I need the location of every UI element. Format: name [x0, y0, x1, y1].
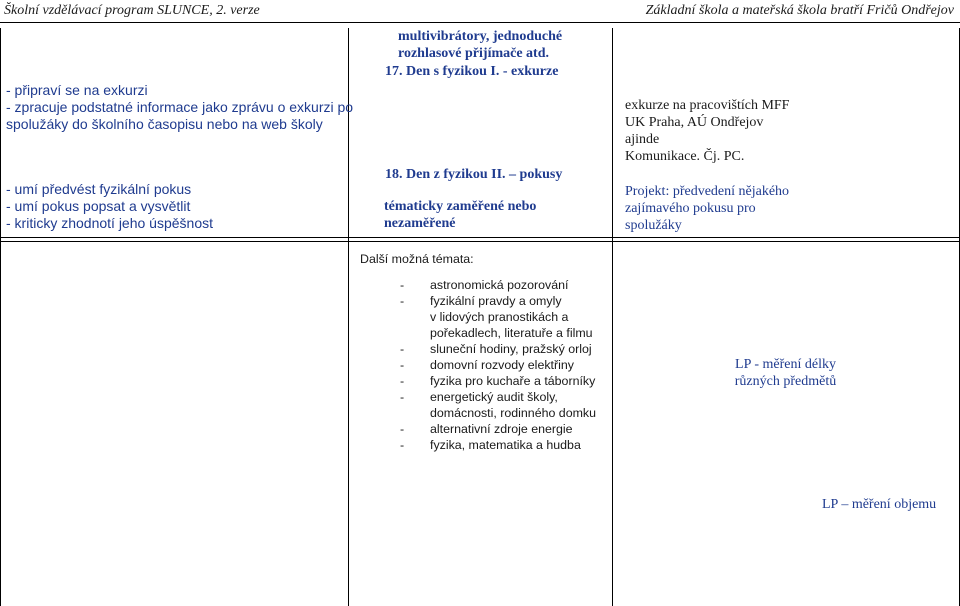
topic-text-line-2: rozhlasové přijímače atd.: [398, 46, 549, 61]
excursion-place-line-3: ajinde: [625, 132, 660, 147]
lab-volume: LP – měření objemu: [822, 497, 937, 512]
project-line-2: zajímavého pokusu pro: [625, 201, 756, 216]
list-item: - astronomická pozorování: [400, 278, 569, 292]
header-school-name: Základní škola a mateřská škola bratří Fričů Ondřejov: [645, 3, 954, 18]
topic-18-title: 18. Den z fyzikou II. – pokusy: [385, 167, 563, 182]
list-item: - sluneční hodiny, pražský orloj: [400, 342, 592, 356]
lab-length-line-1: LP - měření délky: [735, 357, 836, 372]
header-school-program: Školní vzdělávací program SLUNCE, 2. verze: [4, 3, 260, 18]
table-row-separator-2: [0, 241, 960, 242]
header-rule: [0, 22, 960, 23]
lab-length-line-2: různých předmětů: [734, 374, 837, 389]
outcome-experiment-line-2: - umí pokus popsat a vysvětlit: [6, 198, 191, 214]
further-topics-list: [400, 277, 596, 453]
project-line-3: spolužáky: [625, 218, 682, 233]
table-border-left: [0, 28, 1, 606]
project-line-1: Projekt: předvedení nějakého: [625, 184, 790, 199]
table-row-separator: [0, 237, 960, 238]
list-item: - domovní rozvody elektřiny: [400, 358, 574, 372]
further-topics-title: Další možná témata:: [360, 252, 474, 266]
outcome-excursion-line-2: - zpracuje podstatné informace jako zprávu o exkurzi po: [6, 99, 354, 115]
outcome-excursion-line-1: - připraví se na exkurzi: [6, 82, 148, 98]
outcome-excursion-line-3: spolužáky do školního časopisu nebo na web školy: [6, 116, 323, 132]
excursion-place-line-1: exkurze na pracovištích MFF: [625, 98, 790, 113]
page-header: [0, 0, 960, 22]
list-item: - fyzika, matematika a hudba: [400, 438, 581, 452]
excursion-place-line-2: UK Praha, AÚ Ondřejov: [625, 115, 764, 130]
list-item: - fyzika pro kuchaře a táborníky: [400, 374, 596, 388]
outcome-experiment-line-3: - kriticky zhodnotí jeho úspěšnost: [6, 215, 213, 231]
topic-18-detail-line-2: nezaměřené: [384, 216, 456, 231]
topic-text-line-1: multivibrátory, jednoduché: [398, 29, 563, 44]
topic-17-title: 17. Den s fyzikou I. - exkurze: [385, 64, 559, 79]
list-item: - alternativní zdroje energie: [400, 422, 573, 436]
topic-18-detail-line-1: tématicky zaměřené nebo: [384, 199, 537, 214]
excursion-place-line-4: Komunikace. Čj. PC.: [625, 149, 745, 164]
list-item: - fyzikální pravdy a omyly v lidových pranostikách a pořekadlech, literatuře a filmu: [400, 294, 593, 340]
outcome-experiment-line-1: - umí předvést fyzikální pokus: [6, 181, 192, 197]
list-item: - energetický audit školy, domácnosti, rodinného domku: [400, 390, 596, 420]
table-border-col2: [612, 28, 613, 606]
